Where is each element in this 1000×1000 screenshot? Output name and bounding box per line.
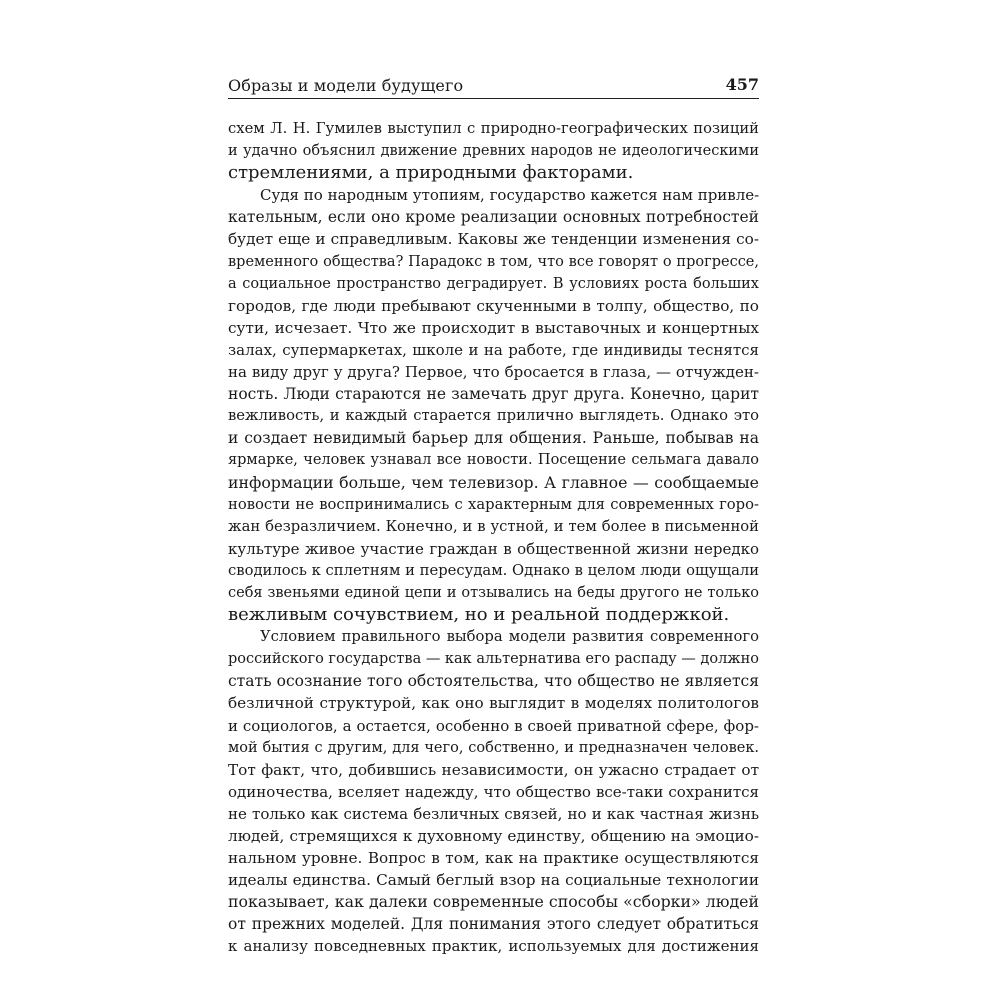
- text-line: идеалы единства. Самый беглый взор на социальные технологии: [228, 871, 759, 890]
- text-line: городов, где люди пребывают скученными в толпу, общество, по: [228, 296, 759, 315]
- text-line: не только как система безличных связей, но и как частная жизнь: [228, 804, 759, 823]
- text-line: сводилось к сплетням и пересудам. Однако в целом люди ощущали: [228, 561, 759, 579]
- paragraph: [228, 118, 759, 184]
- text-line: новости не воспринимались с характерным для современных горо-: [228, 495, 759, 513]
- text-line: на виду друг у друга? Первое, что бросается в глаза, — отчужден-: [228, 363, 759, 382]
- text-line: нальном уровне. Вопрос в том, как на практике осуществляются: [228, 849, 759, 868]
- text-line: к анализу повседневных практик, используемых для достижения: [228, 937, 759, 956]
- text-line: людей, стремящихся к духовному единству, общению на эмоцио-: [228, 827, 759, 845]
- paragraph: [228, 626, 759, 957]
- text-line: себя звеньями единой цепи и отзывались на беды другого не только: [228, 584, 759, 601]
- paragraph: [228, 184, 759, 626]
- text-line: а социальное пространство деградирует. В условиях роста больших: [228, 275, 759, 292]
- text-line: безличной структурой, как оно выглядит в моделях политологов: [228, 694, 759, 713]
- text-line: и создает невидимый барьер для общения. Раньше, побывав на: [228, 429, 759, 448]
- text-line: жан безразличием. Конечно, и в устной, и тем более в письменной: [228, 517, 759, 535]
- text-line: ность. Люди стараются не замечать друг друга. Конечно, царит: [228, 385, 759, 404]
- text-line: схем Л. Н. Гумилев выступил с природно-географических позиций: [228, 120, 759, 137]
- text-line: стать осознание того обстоятельства, что общество не является: [228, 672, 759, 691]
- running-title: Образы и модели будущего: [228, 76, 464, 95]
- text-line: российского государства — как альтернатива его распаду — должно: [228, 651, 759, 668]
- text-line: информации больше, чем телевизор. А главное — сообщаемые: [228, 472, 759, 492]
- text-line: кательным, если оно кроме реализации основных потребностей: [228, 208, 759, 227]
- text-line: мой бытия с другим, для чего, собственно, и предназначен человек.: [228, 739, 759, 756]
- text-line: и удачно объяснил движение древних народов не идеологическими: [228, 143, 759, 160]
- text-line: показывает, как далеки современные способы «сборки» людей: [228, 892, 759, 912]
- text-line: от прежних моделей. Для понимания этого следует обратиться: [228, 915, 759, 934]
- text-line: Судя по народным утопиям, государство кажется нам привле-: [260, 186, 759, 205]
- text-line: Условием правильного выбора модели развития современного: [260, 628, 759, 646]
- text-line: вежливость, и каждый старается прилично выглядеть. Однако это: [228, 407, 759, 425]
- text-line: одиночества, вселяет надежду, что общество все-таки сохранится: [228, 782, 759, 801]
- text-line: культуре живое участие граждан в общественной жизни нередко: [228, 539, 759, 558]
- text-line: залах, супермаркетах, школе и на работе, где индивиды теснятся: [228, 340, 759, 359]
- body-text: [228, 118, 759, 958]
- text-line: и социологов, а остается, особенно в своей приватной сфере, фор-: [228, 716, 759, 735]
- text-line: будет еще и справедливым. Каковы же тенденции изменения со-: [228, 230, 759, 249]
- text-line: стремлениями, а природными факторами.: [228, 162, 634, 184]
- page-number: 457: [725, 75, 759, 94]
- text-line: сути, исчезает. Что же происходит в выставочных и концертных: [228, 318, 759, 337]
- text-line: вежливым сочувствием, но и реальной поддержкой.: [228, 604, 730, 626]
- text-line: ярмарке, человек узнавал все новости. Посещение сельмага давало: [228, 452, 759, 469]
- text-line: Тот факт, что, добившись независимости, он ужасно страдает от: [228, 760, 759, 779]
- running-header: [228, 74, 759, 99]
- text-line: временного общества? Парадокс в том, что все говорят о прогрессе,: [228, 253, 759, 270]
